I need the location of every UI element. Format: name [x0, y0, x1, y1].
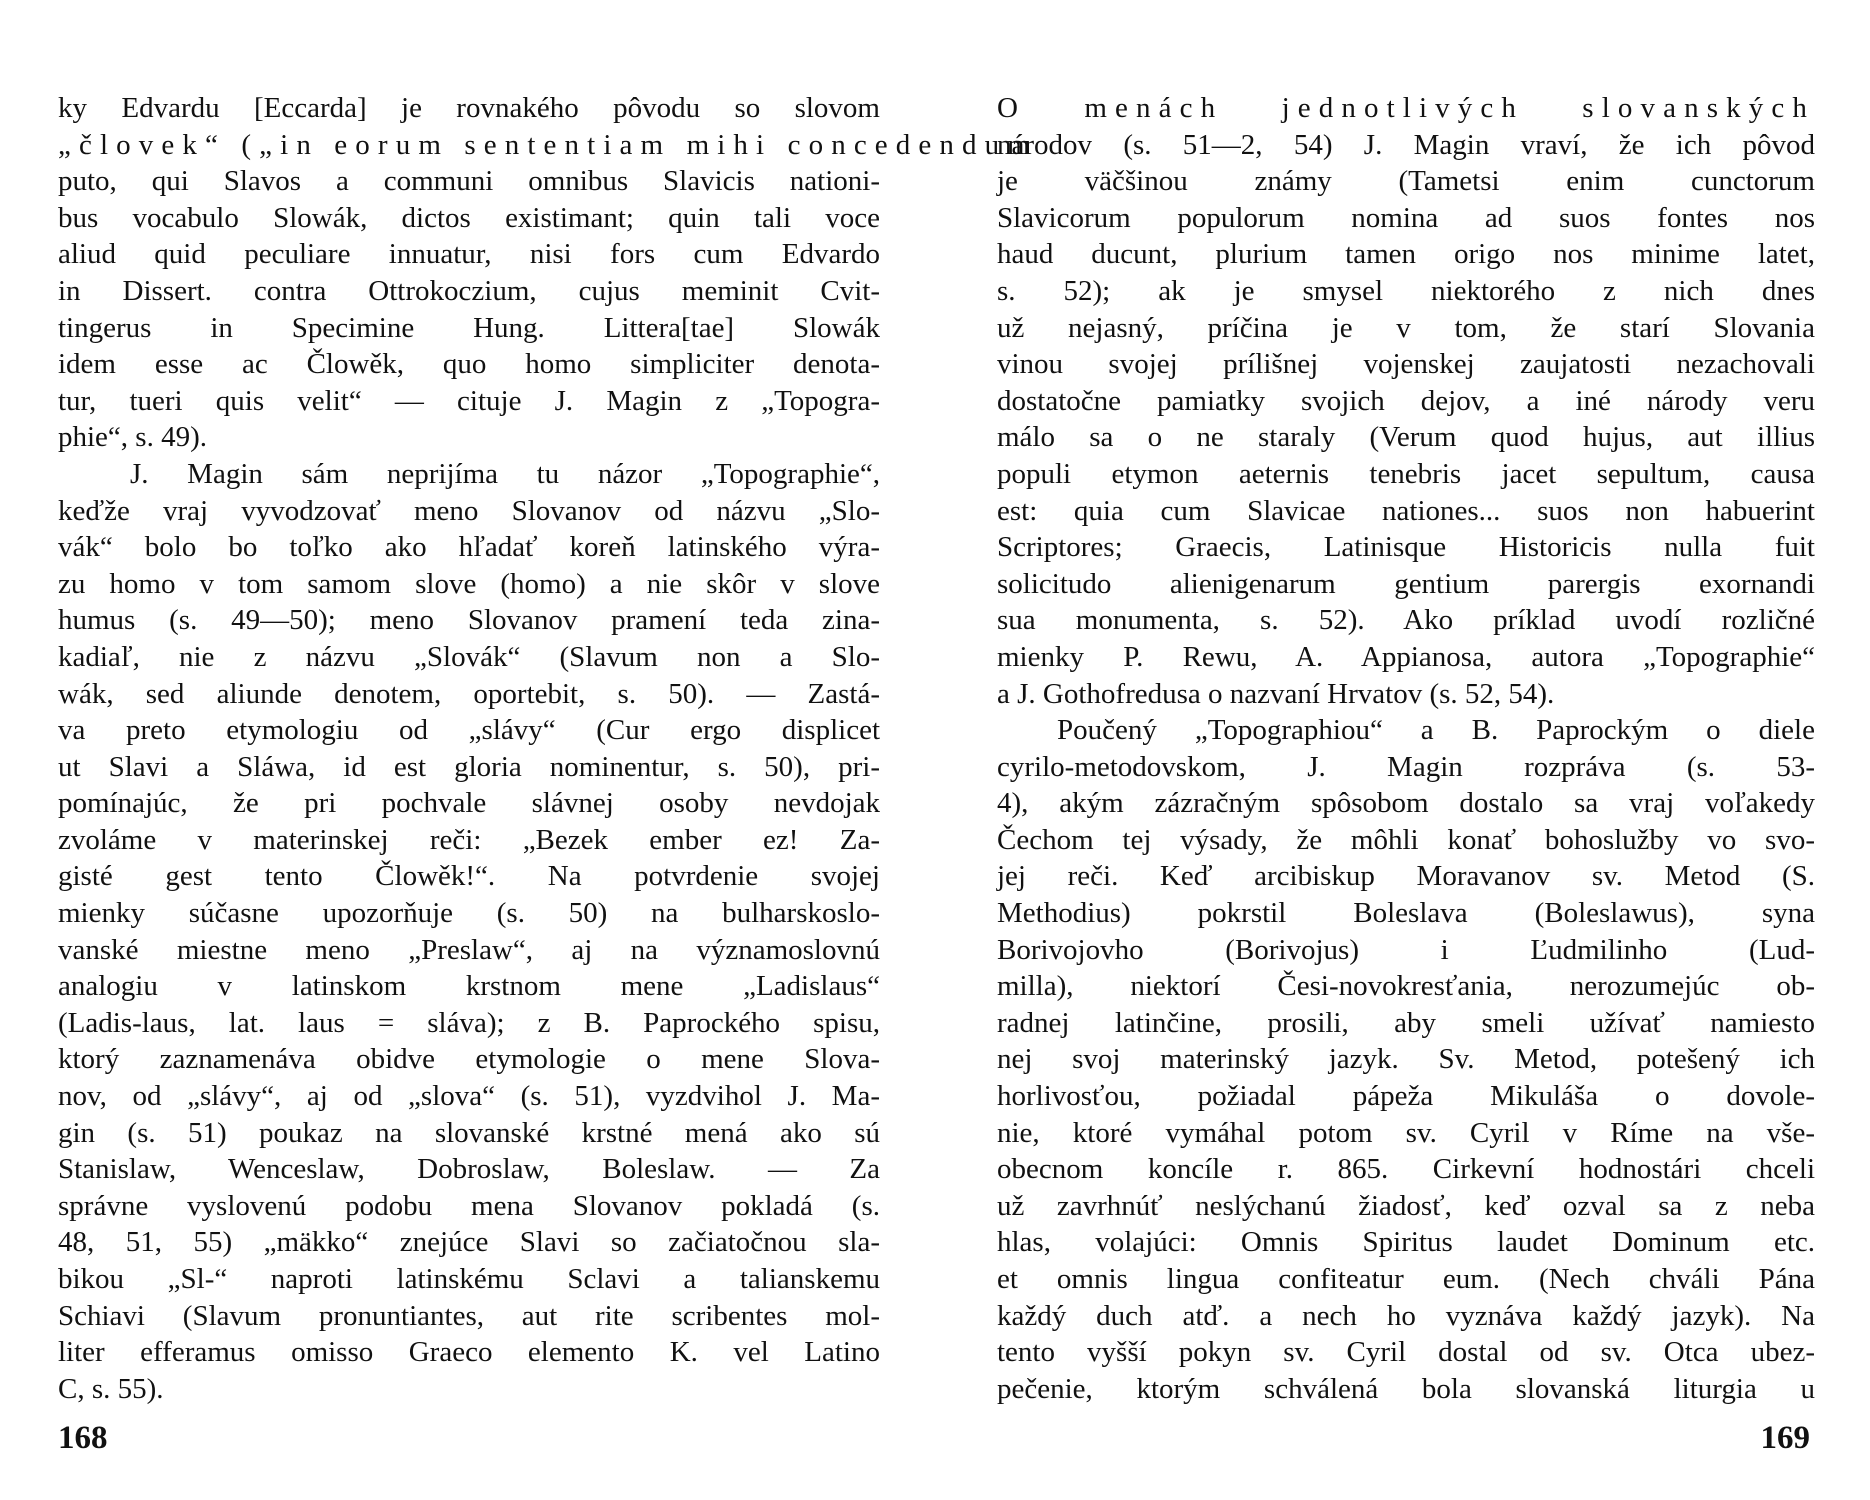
- text-line: vák“ bolo bo toľko ako hľadať koreň latinského výra-: [58, 531, 880, 564]
- text-line: radnej latinčine, prosili, aby smeli užívať namiesto: [997, 1006, 1815, 1039]
- text-line: je väčšinou známy (Tametsi enim cunctorum: [997, 165, 1815, 198]
- text-line: populi etymon aeternis tenebris jacet sepultum, causa: [997, 457, 1815, 490]
- text-line: horlivosťou, požiadal pápeža Mikuláša o dovole-: [997, 1080, 1815, 1113]
- text-line: dostatočne pamiatky svojich dejov, a iné národy veru: [997, 384, 1815, 417]
- text-line: každý duch atď. a nech ho vyznáva každý jazyk). Na: [997, 1299, 1815, 1332]
- text-line: mienky P. Rewu, A. Appianosa, autora „Topographie“: [997, 640, 1815, 673]
- text-line: Poučený „Topographiou“ a B. Paprockým o diele: [1057, 714, 1815, 747]
- text-line: (Ladis-laus, lat. laus = sláva); z B. Paprockého spisu,: [58, 1006, 880, 1039]
- text-line: málo sa o ne staraly (Verum quod hujus, aut illius: [997, 421, 1815, 454]
- text-line: Čechom tej výsady, že môhli konať bohoslužby vo svo-: [997, 823, 1815, 856]
- text-line: ktorý zaznamenáva obidve etymologie o mene Slova-: [58, 1043, 880, 1076]
- text-line: tur, tueri quis velit“ — cituje J. Magin z „Topogra-: [58, 384, 880, 417]
- text-line: národov (s. 51—2, 54) J. Magin vraví, že ich pôvod: [997, 128, 1815, 161]
- text-line: vanské miestne meno „Preslaw“, aj na významoslovnú: [58, 933, 880, 966]
- text-line: milla), niektorí Česi-novokresťania, nerozumejúc ob-: [997, 970, 1815, 1003]
- page-number: 168: [58, 1420, 108, 1456]
- text-line: C, s. 55).: [58, 1372, 164, 1405]
- text-line: bus vocabulo Slowák, dictos existimant; quin tali voce: [58, 201, 880, 234]
- text-line: obecnom koncíle r. 865. Cirkevní hodnostári chceli: [997, 1153, 1815, 1186]
- text-line: Methodius) pokrstil Boleslava (Boleslawus), syna: [997, 897, 1815, 930]
- text-line: et omnis lingua confiteatur eum. (Nech chváli Pána: [997, 1263, 1815, 1295]
- text-line: ky Edvardu [Eccarda] je rovnakého pôvodu so slovom: [58, 92, 880, 124]
- text-line: Schiavi (Slavum pronuntiantes, aut rite scribentes mol-: [58, 1299, 880, 1332]
- text-line: Borivojovho (Borivojus) i Ľudmilinho (Lud-: [997, 933, 1815, 966]
- right-page: [935, 0, 1870, 1500]
- text-line: správne vyslovenú podobu mena Slovanov pokladá (s.: [58, 1189, 880, 1222]
- text-line: pomínajúc, že pri pochvale slávnej osoby nevdojak: [58, 787, 880, 820]
- text-line: sua monumenta, s. 52). Ako príklad uvodí rozličné: [997, 604, 1815, 637]
- text-line: va preto etymologiu od „slávy“ (Cur ergo displicet: [58, 714, 880, 747]
- text-line: idem esse ac Člowěk, quo homo simpliciter denota-: [58, 348, 880, 381]
- text-line: kadiaľ, nie z názvu „Slovák“ (Slavum non a Slo-: [58, 640, 880, 673]
- text-line: Scriptores; Graecis, Latinisque Historicis nulla fuit: [997, 531, 1815, 564]
- text-line: wák, sed aliunde denotem, oportebit, s. 50). — Zastá-: [58, 677, 880, 710]
- text-line: liter efferamus omisso Graeco elemento K. vel Latino: [58, 1336, 880, 1369]
- text-line: pečenie, ktorým schválená bola slovanská liturgia u: [997, 1372, 1815, 1405]
- left-page-text: [58, 90, 1038, 1407]
- text-line: vinou svojej prílišnej vojenskej zaujatosti nezachovali: [997, 348, 1815, 381]
- text-line: nov, od „slávy“, aj od „slova“ (s. 51), vyzdvihol J. Ma-: [58, 1080, 880, 1113]
- text-line: nie, ktoré vymáhal potom sv. Cyril v Ríme na vše-: [997, 1116, 1815, 1149]
- text-line: Stanislaw, Wenceslaw, Dobroslaw, Boleslaw. — Za: [58, 1153, 880, 1186]
- text-line: aliud quid peculiare innuatur, nisi fors cum Edvardo: [58, 238, 880, 271]
- text-line: 48, 51, 55) „mäkko“ znejúce Slavi so začiatočnou sla-: [58, 1226, 880, 1259]
- text-line: tento vyšší pokyn sv. Cyril dostal od sv. Otca ubez-: [997, 1336, 1815, 1369]
- right-page-text: [997, 90, 1815, 1407]
- text-line: cyrilo-metodovskom, J. Magin rozpráva (s. 53-: [997, 750, 1815, 783]
- text-line: keďže vraj vyvodzovať meno Slovanov od názvu „Slo-: [58, 494, 880, 527]
- text-line: zu homo v tom samom slove (homo) a nie skôr v slove: [58, 567, 880, 600]
- text-line: tingerus in Specimine Hung. Littera[tae] Slowák: [58, 311, 880, 344]
- text-line: humus (s. 49—50); meno Slovanov pramení teda zina-: [58, 604, 880, 637]
- text-line: už nejasný, príčina je v tom, že starí Slovania: [997, 311, 1815, 344]
- text-line: gisté gest tento Člowěk!“. Na potvrdenie svojej: [58, 860, 880, 893]
- text-line: 4), akým zázračným spôsobom dostalo sa vraj voľakedy: [997, 787, 1815, 820]
- text-line: phie“, s. 49).: [58, 421, 207, 454]
- text-line: analogiu v latinskom krstnom mene „Ladislaus“: [58, 970, 880, 1003]
- text-line: mienky súčasne upozorňuje (s. 50) na bulharskoslo-: [58, 897, 880, 930]
- text-line: solicitudo alienigenarum gentium parergis exornandi: [997, 567, 1815, 600]
- text-line: hlas, volajúci: Omnis Spiritus laudet Dominum etc.: [997, 1226, 1815, 1259]
- text-line: zvoláme v materinskej reči: „Bezek ember ez! Za-: [58, 823, 880, 856]
- text-line: a J. Gothofredusa o nazvaní Hrvatov (s. 52, 54).: [997, 677, 1555, 710]
- text-line: „človek“ („in eorum sententiam mihi concedendum: [58, 128, 1038, 161]
- text-line: Slavicorum populorum nomina ad suos fontes nos: [997, 201, 1815, 234]
- text-line: est: quia cum Slavicae nationes... suos non habuerint: [997, 494, 1815, 527]
- text-line: gin (s. 51) poukaz na slovanské krstné mená ako sú: [58, 1116, 880, 1149]
- text-line: O menách jednotlivých slovanských: [997, 92, 1815, 124]
- text-line: s. 52); ak je smysel niektorého z nich dnes: [997, 274, 1815, 307]
- text-line: nej svoj materinský jazyk. Sv. Metod, potešený ich: [997, 1043, 1815, 1076]
- text-line: jej reči. Keď arcibiskup Moravanov sv. Metod (S.: [997, 860, 1815, 893]
- text-line: J. Magin sám neprijíma tu názor „Topographie“,: [130, 457, 880, 490]
- page-number: 169: [1760, 1420, 1810, 1456]
- text-line: puto, qui Slavos a communi omnibus Slavicis nationi-: [58, 165, 880, 198]
- text-line: už zavrhnúť neslýchanú žiadosť, keď ozval sa z neba: [997, 1189, 1815, 1222]
- text-line: in Dissert. contra Ottrokoczium, cujus meminit Cvit-: [58, 274, 880, 307]
- text-line: haud ducunt, plurium tamen origo nos minime latet,: [997, 238, 1815, 271]
- text-line: bikou „Sl-“ naproti latinskému Sclavi a talianskemu: [58, 1263, 880, 1295]
- text-line: ut Slavi a Sláwa, id est gloria nominentur, s. 50), pri-: [58, 750, 880, 783]
